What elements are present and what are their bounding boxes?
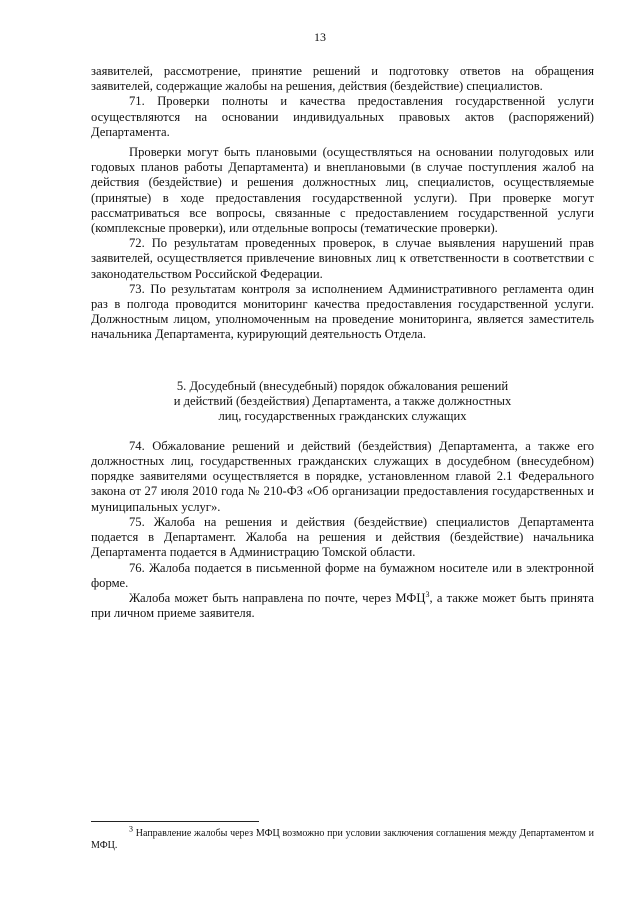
paragraph-75: 75. Жалоба на решения и действия (бездействие) специалистов Департамента подается в Департамент. Жалоба на решения и действия (бездействие) начальника Департамента подается в Администрацию Томской области. bbox=[91, 514, 594, 560]
paragraph-74: 74. Обжалование решений и действий (бездействия) Департамента, а также его должностных лиц, государственных гражданских служащих в досудебном (внесудебном) порядке заявителями осуществляется в порядке, установленном главой 2.1 Федерального закона от 27 июля 2010 года № 210-ФЗ «Об организации предоставления государственных и муниципальных услуг». bbox=[91, 438, 594, 514]
paragraph-inspections: Проверки могут быть плановыми (осуществляться на основании полугодовых или годовых планов работы Департамента) и внеплановыми (в случае поступления жалоб на действия (бездействие) и решения должностных лиц, специалистов, осуществляемые (принятые) в ходе предоставления государственной услуги). При проверке могут рассматриваться все вопросы, связанные с предоставлением государственной услуги (комплексные проверки), или отдельные вопросы (тематические проверки). bbox=[91, 145, 594, 236]
section-heading-line-3: лиц, государственных гражданских служащих bbox=[218, 409, 467, 424]
document-body bbox=[91, 64, 594, 621]
paragraph-71: 71. Проверки полноты и качества предоставления государственной услуги осуществляются на основании индивидуальных правовых актов (распоряжений) Департамента. bbox=[91, 94, 594, 139]
footnote-separator bbox=[91, 821, 259, 822]
section-heading-line-2: и действий (бездействия) Департамента, а также должностных bbox=[173, 394, 512, 409]
paragraph-complaint-channels bbox=[91, 591, 594, 621]
footnote bbox=[91, 824, 594, 852]
section-heading bbox=[91, 379, 594, 425]
complaint-text-start: Жалоба может быть направлена по почте, через МФЦ bbox=[129, 590, 426, 605]
paragraph-continuation: заявителей, рассмотрение, принятие решений и подготовку ответов на обращения заявителей, содержащие жалобы на решения, действия (бездействие) специалистов. bbox=[91, 64, 594, 94]
paragraph-73: 73. По результатам контроля за исполнением Административного регламента один раз в полгода проводится мониторинг качества предоставления государственной услуги. Должностным лицом, уполномоченным на проведение мониторинга, является заместитель начальника Департамента, курирующий деятельность Отдела. bbox=[91, 281, 594, 342]
page-number: 13 bbox=[314, 30, 326, 44]
footnote-reference: 3 bbox=[425, 589, 430, 599]
footnote-marker: 3 bbox=[129, 824, 133, 834]
paragraph-72: 72. По результатам проведенных проверок, в случае выявления нарушений прав заявителей, осуществляется привлечение виновных лиц к ответственности в соответствии с законодательством Российской Федерации. bbox=[91, 236, 594, 281]
complaint-text-end: , а также может быть принята при личном приеме заявителя. bbox=[91, 590, 594, 621]
section-heading-line-1: 5. Досудебный (внесудебный) порядок обжалования решений bbox=[176, 378, 509, 393]
footnote-text: Направление жалобы через МФЦ возможно при условии заключения соглашения между Департаментом и МФЦ. bbox=[91, 828, 594, 851]
paragraph-76: 76. Жалоба подается в письменной форме на бумажном носителе или в электронной форме. bbox=[91, 560, 594, 590]
